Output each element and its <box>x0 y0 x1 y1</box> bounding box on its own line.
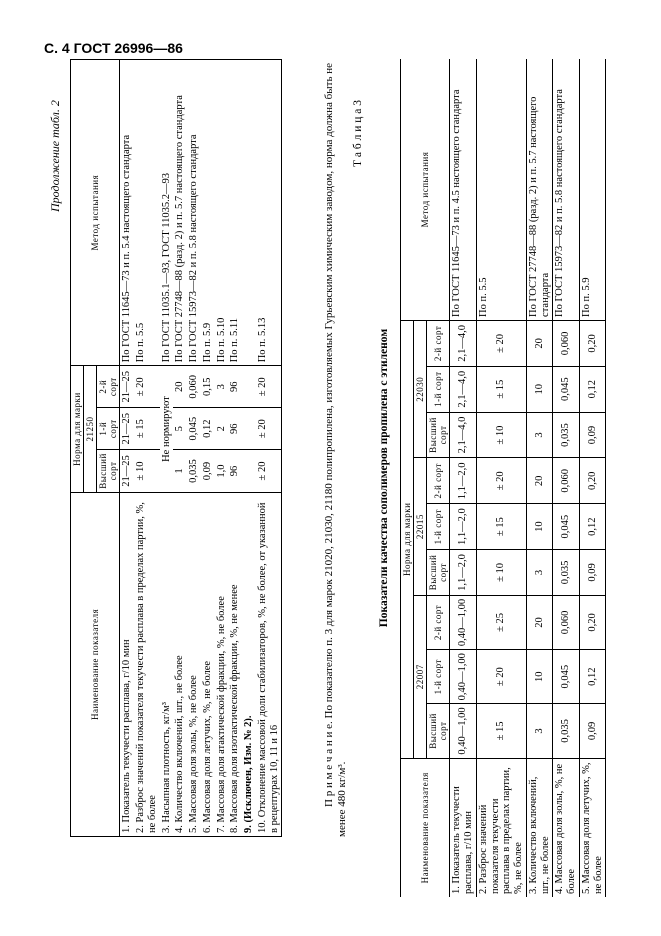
t2-cell-value: 0,20 <box>579 458 606 504</box>
t2-sort-top: Высший сорт <box>427 704 450 758</box>
t1-cell-v1: 21—25 <box>120 450 134 493</box>
t2-cell-value: 2,1—4,0 <box>450 320 477 366</box>
t1-cell-name: 4. Количество включений, шт., не более <box>173 492 187 836</box>
t1-cell-method: По ГОСТ 11035.1—93, ГОСТ 11035.2—93 <box>160 60 174 366</box>
t1-cell-name: 10. Отклонение массовой доли стабилизаторов, %, не более, от указанной в рецептурах 10, 11 и 16 <box>256 492 282 836</box>
t1-cell-v2: 0,045 <box>187 408 201 450</box>
t1-cell-method: По п. 5.13 <box>256 60 282 366</box>
t1-cell-v2: 5 <box>173 408 187 450</box>
t1-cell-method: По п. 5.10 <box>215 60 229 366</box>
t2-sort-2: 2-й сорт <box>427 320 450 366</box>
t1-cell-v1: 0,035 <box>187 450 201 493</box>
t2-row <box>450 59 477 897</box>
t1-row <box>201 60 215 837</box>
t2-cell-value: ± 15 <box>476 366 526 412</box>
t1-cell-v2: 0,12 <box>201 408 215 450</box>
t2-cell-value: 1,1—2,0 <box>450 550 477 596</box>
t1-cell-method: По п. 5.11 <box>228 60 242 366</box>
t1-cell-v2: ± 15 <box>134 408 160 450</box>
t2-sort-1: 1-й сорт <box>427 650 450 704</box>
t1-cell-v2: ± 20 <box>256 408 282 450</box>
t1-col-name: Наименование показателя <box>71 492 120 836</box>
t2-col-name: Наименование показателя <box>401 758 450 897</box>
t2-cell-value: 0,20 <box>579 320 606 366</box>
t2-cell-value: 0,035 <box>553 550 580 596</box>
t1-cell-name: 1. Показатель текучести расплава, г/10 мин <box>120 492 134 836</box>
t1-cell-v3: 0,15 <box>201 366 215 408</box>
t2-cell-value: 0,12 <box>579 504 606 550</box>
t2-cell-method: По п. 5.5 <box>476 59 526 320</box>
t2-cell-value: 0,045 <box>553 504 580 550</box>
t2-cell-method: По ГОСТ 11645—73 и п. 4.5 настоящего стандарта <box>450 59 477 320</box>
t1-sort-2: 2-й сорт <box>97 366 120 408</box>
t2-sort-2: 2-й сорт <box>427 458 450 504</box>
t2-cell-value: 0,09 <box>579 704 606 758</box>
t2-cell-method: По ГОСТ 27748—88 (разд. 2) и п. 5.7 настоящего стандарта <box>526 59 553 320</box>
t1-cell-v3: 21—25 <box>120 366 134 408</box>
t1-cell-v1: 0,09 <box>201 450 215 493</box>
t2-cell-value: 0,035 <box>553 412 580 458</box>
t1-row <box>120 60 134 837</box>
t2-cell-value: 0,045 <box>553 366 580 412</box>
t2-cell-value: 0,060 <box>553 320 580 366</box>
t1-cell-v1: ± 20 <box>256 450 282 493</box>
t2-cell-value: 0,060 <box>553 458 580 504</box>
t2-cell-value: 20 <box>526 595 553 649</box>
t2-cell-value: 3 <box>526 704 553 758</box>
t2-cell-value: 0,40—1,00 <box>450 704 477 758</box>
t2-cell-value: 3 <box>526 550 553 596</box>
t1-row <box>242 60 256 837</box>
t2-cell-value: 0,12 <box>579 650 606 704</box>
note-text: По показателю п. 3 для марок 21020, 21030, 21180 полипропилена, изготовляемых Гурьевским химическим заводом, норма должна быть не менее 480 кг/м³. <box>323 63 349 837</box>
t1-cell-v3: 3 <box>215 366 229 408</box>
t1-row <box>134 60 160 837</box>
t2-row <box>579 59 606 897</box>
table3-title: Показатели качества сополимеров пропилена с этиленом <box>378 328 390 628</box>
t1-cell-v3: 0,060 <box>187 366 201 408</box>
t1-cell-v2: 96 <box>228 408 242 450</box>
t1-cell-method: По ГОСТ 27748—88 (разд. 2) и п. 5.7 настоящего стандарта <box>173 60 187 366</box>
t2-cell-value: 0,40—1,00 <box>450 595 477 649</box>
table-2-continuation <box>70 59 282 837</box>
t2-cell-value: 0,20 <box>579 595 606 649</box>
t2-sort-2: 2-й сорт <box>427 595 450 649</box>
t2-grade-22030: 22030 <box>414 320 427 457</box>
t2-cell-value: 0,045 <box>553 650 580 704</box>
t2-cell-value: ± 20 <box>476 458 526 504</box>
t2-col-method: Метод испытания <box>401 59 450 320</box>
t2-cell-value: 3 <box>526 412 553 458</box>
t2-cell-value: 10 <box>526 504 553 550</box>
t1-col-norm: Норма для марки <box>71 366 84 493</box>
t1-grade: 21250 <box>84 366 97 493</box>
t1-cell-name: 9. (Исключен, Изм. № 2). <box>242 492 256 836</box>
t1-sort-top: Высший сорт <box>97 450 120 493</box>
t2-cell-value: 0,035 <box>553 704 580 758</box>
t2-row <box>553 59 580 897</box>
t1-cell-name: 3. Насыпная плотность, кг/м³ <box>160 492 174 836</box>
t1-cell-name: 7. Массовая доля атактической фракции, %, не более <box>215 492 229 836</box>
t2-cell-value: ± 25 <box>476 595 526 649</box>
t2-col-norm: Норма для марки <box>401 320 414 758</box>
t2-sort-top: Высший сорт <box>427 550 450 596</box>
t1-row <box>215 60 229 837</box>
t1-cell-v2: 2 <box>215 408 229 450</box>
t2-cell-name: 3. Количество включений, шт., не более <box>526 758 553 897</box>
t2-cell-name: 4. Массовая доля золы, %, не более <box>553 758 580 897</box>
t1-cell-v1: ± 10 <box>134 450 160 493</box>
page-header: С. 4 ГОСТ 26996—86 <box>44 40 183 56</box>
rotated-page-content <box>0 52 661 912</box>
t2-cell-value: ± 20 <box>476 320 526 366</box>
t2-cell-value: 0,09 <box>579 550 606 596</box>
t2-cell-value: 10 <box>526 650 553 704</box>
t1-cell-v2: 21—25 <box>120 408 134 450</box>
t2-cell-value: 1,1—2,0 <box>450 458 477 504</box>
t2-cell-method: По п. 5.9 <box>579 59 606 320</box>
t2-cell-name: 2. Разброс значений показателя текучести расплава в пределах партии, %, не более <box>476 758 526 897</box>
t2-cell-value: ± 15 <box>476 504 526 550</box>
t1-cell-method: По ГОСТ 15973—82 и п. 5.8 настоящего стандарта <box>187 60 201 366</box>
t1-cell-method: По ГОСТ 11645—73 и п. 5.4 настоящего стандарта <box>120 60 134 366</box>
t1-row <box>187 60 201 837</box>
t1-cell-method: По п. 5.9 <box>201 60 215 366</box>
t2-sort-1: 1-й сорт <box>427 366 450 412</box>
t2-grade-22015: 22015 <box>414 458 427 595</box>
t1-col-method: Метод испытания <box>71 60 120 366</box>
t2-cell-value: 0,40—1,00 <box>450 650 477 704</box>
t2-cell-value: 0,060 <box>553 595 580 649</box>
t2-sort-top: Высший сорт <box>427 412 450 458</box>
t1-cell-v3: ± 20 <box>256 366 282 408</box>
t2-cell-value: 2,1—4,0 <box>450 412 477 458</box>
t1-cell-v1: 1 <box>173 450 187 493</box>
t2-row <box>526 59 553 897</box>
t1-row <box>160 60 174 837</box>
t2-sort-1: 1-й сорт <box>427 504 450 550</box>
t2-cell-value: ± 15 <box>476 704 526 758</box>
t1-cell-v3: 20 <box>173 366 187 408</box>
t1-sort-1: 1-й сорт <box>97 408 120 450</box>
t1-row <box>228 60 242 837</box>
t1-cell-name: 8. Массовая доля изотактической фракции, %, не менее <box>228 492 242 836</box>
t2-cell-value: ± 20 <box>476 650 526 704</box>
t2-cell-value: 1,1—2,0 <box>450 504 477 550</box>
t2-cell-value: 20 <box>526 320 553 366</box>
table-3 <box>400 59 606 897</box>
t2-grade-22007: 22007 <box>414 595 427 758</box>
t1-cell-name: 2. Разброс значений показателя текучести расплава в пределах партии, %, не более <box>134 492 160 836</box>
t2-cell-name: 1. Показатель текучести расплава, г/10 мин <box>450 758 477 897</box>
table3-label: Т а б л и ц а 3 <box>352 99 364 167</box>
table1-continuation-label: Продолжение табл. 2 <box>48 100 62 212</box>
t2-cell-value: 10 <box>526 366 553 412</box>
t2-cell-value: ± 10 <box>476 412 526 458</box>
t2-cell-name: 5. Массовая доля летучих, %, не более <box>579 758 606 897</box>
t1-cell-v3: 96 <box>228 366 242 408</box>
t1-cell-name: 5. Массовая доля золы, %, не более <box>187 492 201 836</box>
t2-row <box>476 59 526 897</box>
t2-cell-method: По ГОСТ 15973—82 и п. 5.8 настоящего стандарта <box>553 59 580 320</box>
t2-cell-value: 20 <box>526 458 553 504</box>
table1-note <box>323 59 349 837</box>
t2-cell-value: 0,09 <box>579 412 606 458</box>
t1-cell-v1: 1,0 <box>215 450 229 493</box>
t1-cell-name: 6. Массовая доля летучих, %, не более <box>201 492 215 836</box>
t1-cell-v1: 96 <box>228 450 242 493</box>
t2-cell-value: ± 10 <box>476 550 526 596</box>
note-label: П р и м е ч а н и е. <box>323 721 335 807</box>
t2-cell-value: 2,1—4,0 <box>450 366 477 412</box>
t1-cell-span: Не нормируют <box>160 366 174 493</box>
t1-cell-method: По п. 5.5 <box>134 60 160 366</box>
t1-row <box>173 60 187 837</box>
t1-row <box>256 60 282 837</box>
t2-cell-value: 0,12 <box>579 366 606 412</box>
t1-cell-v3: ± 20 <box>134 366 160 408</box>
